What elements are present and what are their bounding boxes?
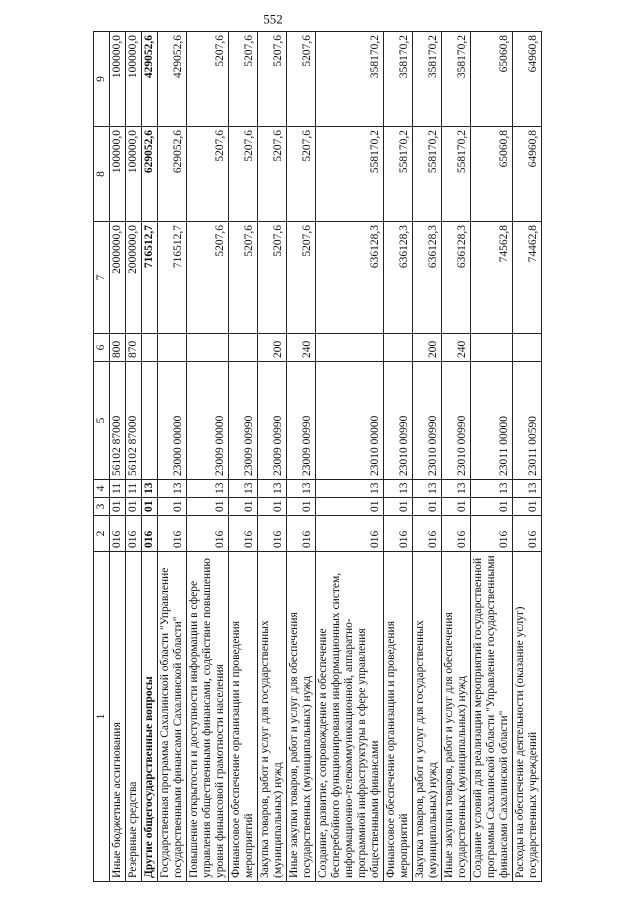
admin-code-cell: 016 — [413, 516, 442, 552]
amount-year1-cell: 636128,3 — [316, 222, 384, 334]
subsection-cell: 13 — [442, 480, 471, 498]
row-name-cell: Государственная программа Сахалинской области "Управление государственными финансами Сахалинской области" — [158, 552, 187, 882]
amount-year2-cell: 558170,2 — [316, 127, 384, 222]
amount-year3-cell: 5207,6 — [287, 32, 316, 127]
admin-code-cell: 016 — [110, 516, 126, 552]
amount-year3-cell: 429052,6 — [142, 32, 158, 127]
section-cell: 01 — [316, 498, 384, 516]
table-row — [142, 32, 158, 882]
amount-year3-cell: 100000,0 — [126, 32, 142, 127]
table-row — [187, 32, 229, 882]
amount-year1-cell: 636128,3 — [384, 222, 413, 334]
expense-type-cell — [384, 334, 413, 362]
amount-year3-cell: 358170,2 — [442, 32, 471, 127]
amount-year1-cell: 74562,8 — [471, 222, 513, 334]
target-article-cell: 23011 00590 — [513, 362, 542, 480]
row-name-cell: Другие общегосударственные вопросы — [142, 552, 158, 882]
section-cell: 01 — [126, 498, 142, 516]
admin-code-cell: 016 — [442, 516, 471, 552]
target-article-cell: 23010 00990 — [384, 362, 413, 480]
amount-year3-cell: 65060,8 — [471, 32, 513, 127]
section-cell: 01 — [158, 498, 187, 516]
expense-type-cell — [316, 334, 384, 362]
table-row — [258, 32, 287, 882]
amount-year1-cell: 716512,7 — [158, 222, 187, 334]
row-name-cell: Расходы на обеспечение деятельности (оказание услуг) государственных учреждений — [513, 552, 542, 882]
column-header: 6 — [94, 334, 110, 362]
admin-code-cell: 016 — [187, 516, 229, 552]
column-header: 3 — [94, 498, 110, 516]
row-name-cell: Резервные средства — [126, 552, 142, 882]
table-row — [229, 32, 258, 882]
amount-year2-cell: 5207,6 — [187, 127, 229, 222]
table-row — [316, 32, 384, 882]
expense-type-cell — [158, 334, 187, 362]
subsection-cell: 13 — [287, 480, 316, 498]
admin-code-cell: 016 — [384, 516, 413, 552]
expense-type-cell: 800 — [110, 334, 126, 362]
column-header: 2 — [94, 516, 110, 552]
column-header: 7 — [94, 222, 110, 334]
amount-year2-cell: 100000,0 — [126, 127, 142, 222]
section-cell: 01 — [413, 498, 442, 516]
target-article-cell: 56102 87000 — [126, 362, 142, 480]
target-article-cell: 23010 00990 — [442, 362, 471, 480]
section-cell: 01 — [110, 498, 126, 516]
target-article-cell: 23009 00990 — [229, 362, 258, 480]
target-article-cell: 56102 87000 — [110, 362, 126, 480]
row-name-cell: Иные закупки товаров, работ и услуг для обеспечения государственных (муниципальных) нужд — [287, 552, 316, 882]
amount-year2-cell: 65060,8 — [471, 127, 513, 222]
amount-year3-cell: 64960,8 — [513, 32, 542, 127]
expense-type-cell: 240 — [442, 334, 471, 362]
admin-code-cell: 016 — [513, 516, 542, 552]
section-cell: 01 — [142, 498, 158, 516]
amount-year2-cell: 5207,6 — [258, 127, 287, 222]
target-article-cell — [142, 362, 158, 480]
admin-code-cell: 016 — [126, 516, 142, 552]
row-name-cell: Финансовое обеспечение организации и проведения мероприятий — [384, 552, 413, 882]
row-name-cell: Иные бюджетные ассигнования — [110, 552, 126, 882]
subsection-cell: 13 — [384, 480, 413, 498]
target-article-cell: 23010 00990 — [413, 362, 442, 480]
budget-table — [93, 31, 542, 882]
row-name-cell: Закупка товаров, работ и услуг для государственных (муниципальных) нужд — [258, 552, 287, 882]
amount-year3-cell: 429052,6 — [158, 32, 187, 127]
expense-type-cell: 240 — [287, 334, 316, 362]
row-name-cell: Повышение открытости и доступности информации в сфере управления общественными финансами, содействие повышению уровня финансовой грамотности населения — [187, 552, 229, 882]
expense-type-cell: 870 — [126, 334, 142, 362]
admin-code-cell: 016 — [142, 516, 158, 552]
table-header-row — [94, 32, 110, 882]
subsection-cell: 13 — [316, 480, 384, 498]
amount-year2-cell: 64960,8 — [513, 127, 542, 222]
subsection-cell: 13 — [229, 480, 258, 498]
table-row — [513, 32, 542, 882]
section-cell: 01 — [287, 498, 316, 516]
table-row — [442, 32, 471, 882]
amount-year3-cell: 5207,6 — [187, 32, 229, 127]
section-cell: 01 — [442, 498, 471, 516]
subsection-cell: 13 — [187, 480, 229, 498]
target-article-cell: 23009 00990 — [287, 362, 316, 480]
subsection-cell: 13 — [413, 480, 442, 498]
subsection-cell: 13 — [258, 480, 287, 498]
expense-type-cell — [229, 334, 258, 362]
amount-year2-cell: 558170,2 — [413, 127, 442, 222]
column-header: 1 — [94, 552, 110, 882]
subsection-cell: 13 — [158, 480, 187, 498]
section-cell: 01 — [513, 498, 542, 516]
amount-year1-cell: 5207,6 — [187, 222, 229, 334]
amount-year1-cell: 5207,6 — [258, 222, 287, 334]
section-cell: 01 — [471, 498, 513, 516]
table-row — [126, 32, 142, 882]
amount-year2-cell: 5207,6 — [287, 127, 316, 222]
target-article-cell: 23009 00000 — [187, 362, 229, 480]
amount-year1-cell: 636128,3 — [442, 222, 471, 334]
expense-type-cell — [187, 334, 229, 362]
amount-year3-cell: 358170,2 — [413, 32, 442, 127]
table-row — [110, 32, 126, 882]
expense-type-cell: 200 — [258, 334, 287, 362]
section-cell: 01 — [384, 498, 413, 516]
admin-code-cell: 016 — [287, 516, 316, 552]
target-article-cell: 23011 00000 — [471, 362, 513, 480]
section-cell: 01 — [258, 498, 287, 516]
amount-year1-cell: 2000000,0 — [110, 222, 126, 334]
amount-year2-cell: 629052,6 — [142, 127, 158, 222]
amount-year1-cell: 74462,8 — [513, 222, 542, 334]
subsection-cell: 13 — [513, 480, 542, 498]
amount-year2-cell: 100000,0 — [110, 127, 126, 222]
expense-type-cell — [471, 334, 513, 362]
subsection-cell: 13 — [142, 480, 158, 498]
table-row — [413, 32, 442, 882]
section-cell: 01 — [187, 498, 229, 516]
admin-code-cell: 016 — [258, 516, 287, 552]
column-header: 8 — [94, 127, 110, 222]
table-row — [471, 32, 513, 882]
target-article-cell: 23010 00000 — [316, 362, 384, 480]
admin-code-cell: 016 — [158, 516, 187, 552]
section-cell: 01 — [229, 498, 258, 516]
table-row — [287, 32, 316, 882]
amount-year3-cell: 358170,2 — [384, 32, 413, 127]
column-header: 9 — [94, 32, 110, 127]
amount-year1-cell: 636128,3 — [413, 222, 442, 334]
subsection-cell: 13 — [471, 480, 513, 498]
amount-year3-cell: 100000,0 — [110, 32, 126, 127]
expense-type-cell: 200 — [413, 334, 442, 362]
admin-code-cell: 016 — [316, 516, 384, 552]
row-name-cell: Иные закупки товаров, работ и услуг для обеспечения государственных (муниципальных) нужд — [442, 552, 471, 882]
column-header: 4 — [94, 480, 110, 498]
amount-year1-cell: 2000000,0 — [126, 222, 142, 334]
amount-year1-cell: 716512,7 — [142, 222, 158, 334]
amount-year1-cell: 5207,6 — [287, 222, 316, 334]
table-body — [110, 32, 542, 882]
subsection-cell: 11 — [126, 480, 142, 498]
amount-year2-cell: 558170,2 — [442, 127, 471, 222]
table-row — [384, 32, 413, 882]
amount-year2-cell: 558170,2 — [384, 127, 413, 222]
amount-year3-cell: 358170,2 — [316, 32, 384, 127]
amount-year3-cell: 5207,6 — [258, 32, 287, 127]
amount-year1-cell: 5207,6 — [229, 222, 258, 334]
expense-type-cell — [142, 334, 158, 362]
amount-year2-cell: 629052,6 — [158, 127, 187, 222]
page-number: 552 — [263, 11, 283, 27]
subsection-cell: 11 — [110, 480, 126, 498]
row-name-cell: Финансовое обеспечение организации и проведения мероприятий — [229, 552, 258, 882]
admin-code-cell: 016 — [229, 516, 258, 552]
document-page — [65, 11, 615, 894]
column-header: 5 — [94, 362, 110, 480]
target-article-cell: 23009 00990 — [258, 362, 287, 480]
row-name-cell: Закупка товаров, работ и услуг для государственных (муниципальных) нужд — [413, 552, 442, 882]
row-name-cell: Создание условий для реализации мероприятий государственной программы Сахалинской области "Управление государственными финансами Сахалинской области" — [471, 552, 513, 882]
expense-type-cell — [513, 334, 542, 362]
table-row — [158, 32, 187, 882]
amount-year2-cell: 5207,6 — [229, 127, 258, 222]
admin-code-cell: 016 — [471, 516, 513, 552]
amount-year3-cell: 5207,6 — [229, 32, 258, 127]
row-name-cell: Создание, развитие, сопровождение и обеспечение бесперебойного функционирования информационных систем, информационно-телекоммуникационной, аппаратно-программной инфраструктуры в сфере управления общественными финансами — [316, 552, 384, 882]
target-article-cell: 23000 00000 — [158, 362, 187, 480]
